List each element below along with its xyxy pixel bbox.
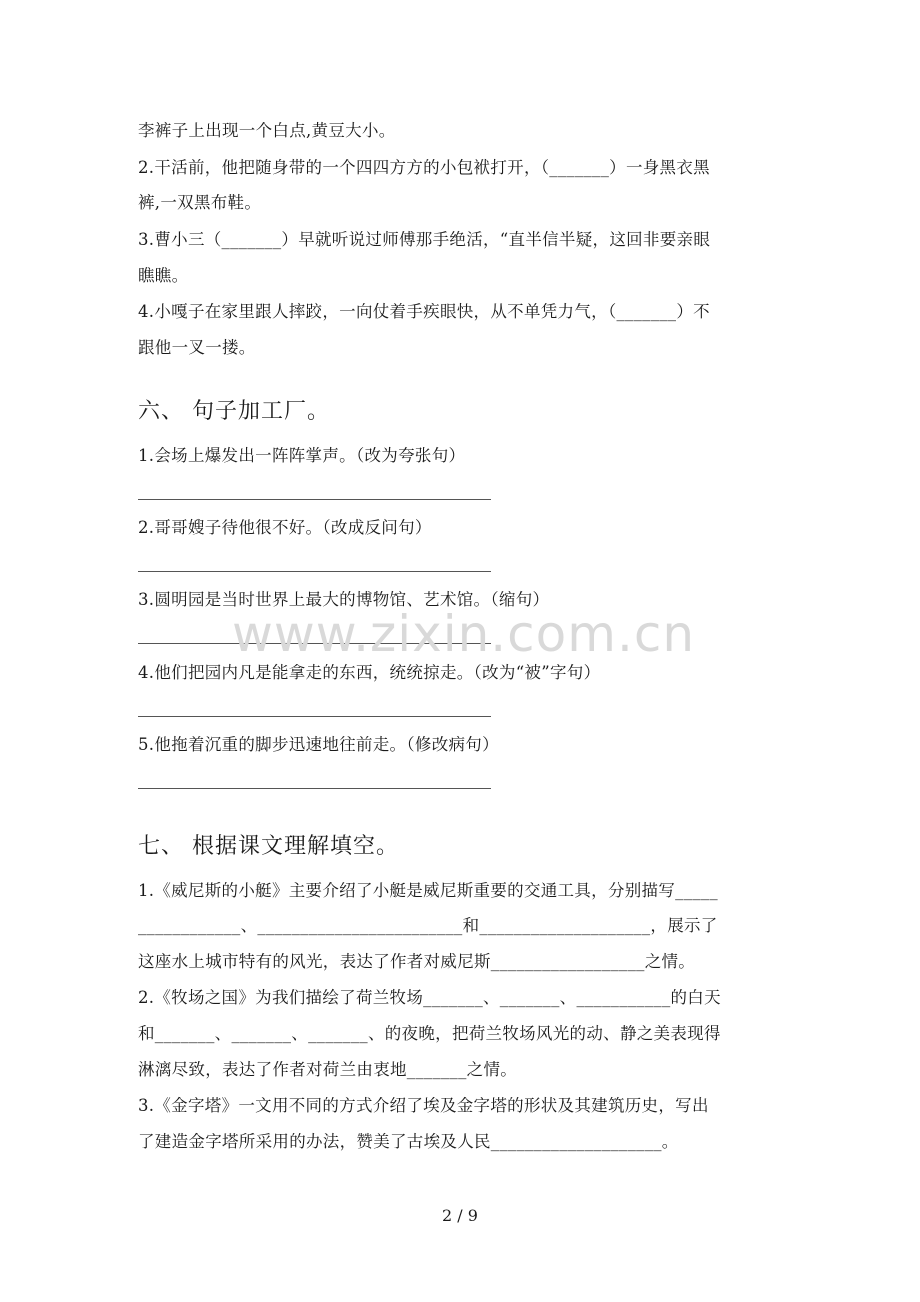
section7-heading: 七、 根据课文理解填空。 (138, 834, 399, 859)
section6-item-2: 2.哥哥嫂子待他很不好。（改成反问句） (138, 518, 432, 537)
section5-q4-line1: 4.小嘎子在家里跟人摔跤，一向仗着手疾眼快，从不单凭力气，（_______）不 (138, 302, 710, 321)
watermark: www.zixin.com.cn (232, 605, 696, 663)
section7-q2-line2: 和_______、_______、_______、的夜晚，把荷兰牧场风光的动、静之美表现得 (138, 1024, 721, 1043)
section7-q3-line1: 3.《金字塔》一文用不同的方式介绍了埃及金字塔的形状及其建筑历史，写出 (138, 1096, 709, 1115)
section6-item-4: 4.他们把园内凡是能拿走的东西，统统掠走。（改为“被”字句） (138, 663, 601, 682)
section5-q3-line1: 3.曹小三（_______）早就听说过师傅那手绝活，“直半信半疑，这回非要亲眼 (138, 230, 711, 249)
section6-item-5: 5.他拖着沉重的脚步迅速地往前走。（修改病句） (138, 735, 499, 754)
section5-q2-line2: 裤,一双黑布鞋。 (138, 193, 262, 212)
section7-q1-line3: 这座水上城市特有的风光，表达了作者对威尼斯__________________之情。 (138, 952, 696, 971)
answer-line-1[interactable] (138, 499, 491, 500)
section5-q3-line2: 瞧瞧。 (138, 266, 189, 285)
section7-q3-line2: 了建造金字塔所采用的办法，赞美了古埃及人民____________________。 (138, 1132, 679, 1151)
answer-line-5[interactable] (138, 788, 491, 789)
section7-q2-line1: 2.《牧场之国》为我们描绘了荷兰牧场_______、_______、___________的白天 (138, 988, 721, 1007)
section7-q1-line1: 1.《威尼斯的小艇》主要介绍了小艇是威尼斯重要的交通工具，分别描写_____ (138, 881, 718, 900)
section6-item-1: 1.会场上爆发出一阵阵掌声。（改为夸张句） (138, 446, 466, 465)
page-number: 2 / 9 (442, 1206, 478, 1225)
section7-q2-line3: 淋漓尽致，表达了作者对荷兰由衷地_______之情。 (138, 1060, 518, 1079)
section6-heading: 六、 句子加工厂。 (138, 399, 330, 424)
section6-item-3: 3.圆明园是当时世界上最大的博物馆、艺术馆。（缩句） (138, 590, 550, 609)
section7-q1-line2: ____________、________________________和____________________，展示了 (138, 916, 718, 935)
section5-q1-tail: 李裤子上出现一个白点,黄豆大小。 (138, 121, 396, 140)
section5-q2-line1: 2.干活前，他把随身带的一个四四方方的小包袱打开，（_______）一身黑衣黑 (138, 158, 710, 177)
section5-q4-line2: 跟他一叉一搂。 (138, 338, 256, 357)
answer-line-4[interactable] (138, 716, 491, 717)
answer-line-2[interactable] (138, 571, 491, 572)
